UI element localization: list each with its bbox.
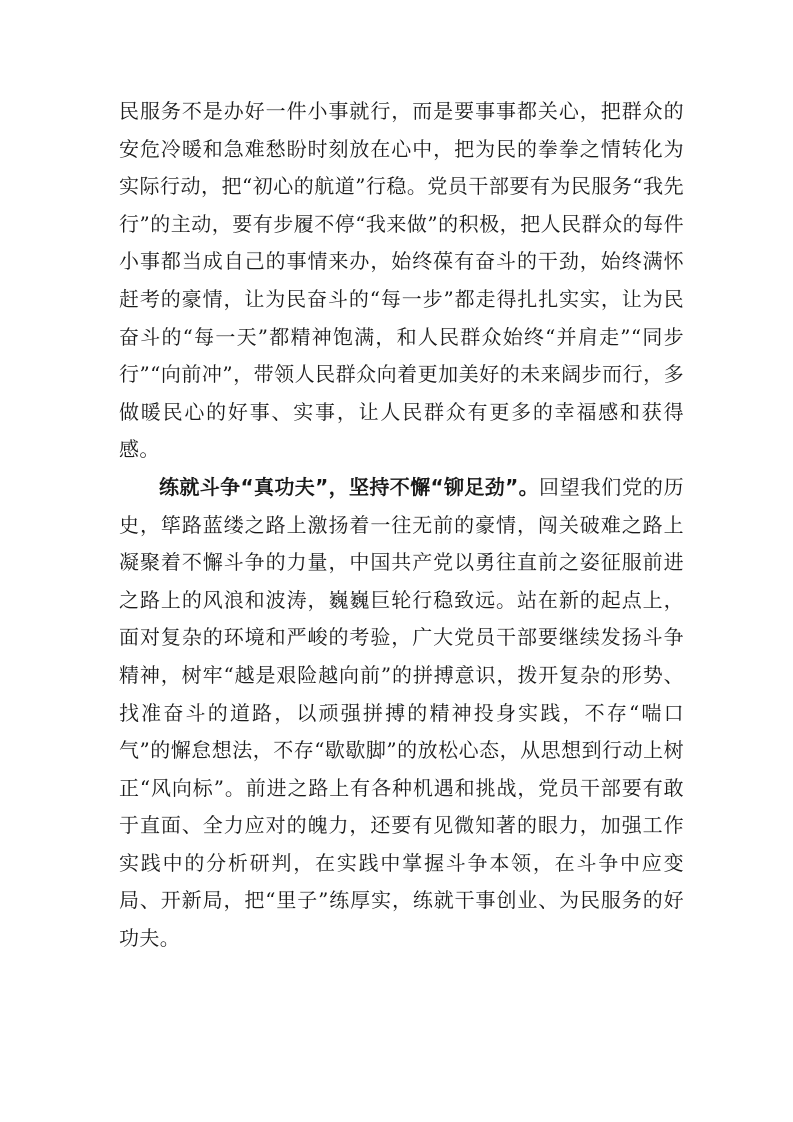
document-page <box>119 93 684 958</box>
section-body: 回望我们党的历史，筚路蓝缕之路上激扬着一往无前的豪情，闯关破难之路上凝聚着不懈斗争的力量，中国共产党以勇往直前之姿征服前进之路上的风浪和波涛，巍巍巨轮行稳致远。站在新的起点上，面对复杂的环境和严峻的考验，广大党员干部要继续发扬斗争精神，树牢“越是艰险越向前”的拼搏意识，拨开复杂的形势、找准奋斗的道路，以顽强拼搏的精神投身实践，不存“喘口气”的懈怠想法，不存“歇歇脚”的放松心态，从思想到行动上树正“风向标”。前进之路上有各种机遇和挑战，党员干部要有敢于直面、全力应对的魄力，还要有见微知著的眼力，加强工作实践中的分析研判，在实践中掌握斗争本领，在斗争中应变局、开新局，把“里子”练厚实，练就干事创业、为民服务的好功夫。 <box>119 474 685 951</box>
paragraph-continued: 民服务不是办好一件小事就行，而是要事事都关心，把群众的安危冷暖和急难愁盼时刻放在心中，把为民的拳拳之情转化为实际行动，把“初心的航道”行稳。党员干部要有为民服务“我先行”的主动，要有步履不停“我来做”的积极，把人民群众的每件小事都当成自己的事情来办，始终葆有奋斗的干劲，始终满怀赶考的豪情，让为民奋斗的“每一步”都走得扎扎实实，让为民奋斗的“每一天”都精神饱满，和人民群众始终“并肩走”“同步行”“向前冲”，带领人民群众向着更加美好的未来阔步而行，多做暖民心的好事、实事，让人民群众有更多的幸福感和获得感。 <box>119 99 684 462</box>
section-heading: 练就斗争“真功夫”，坚持不懈“铆足劲”。 <box>159 474 539 499</box>
paragraph-section <box>119 469 684 958</box>
